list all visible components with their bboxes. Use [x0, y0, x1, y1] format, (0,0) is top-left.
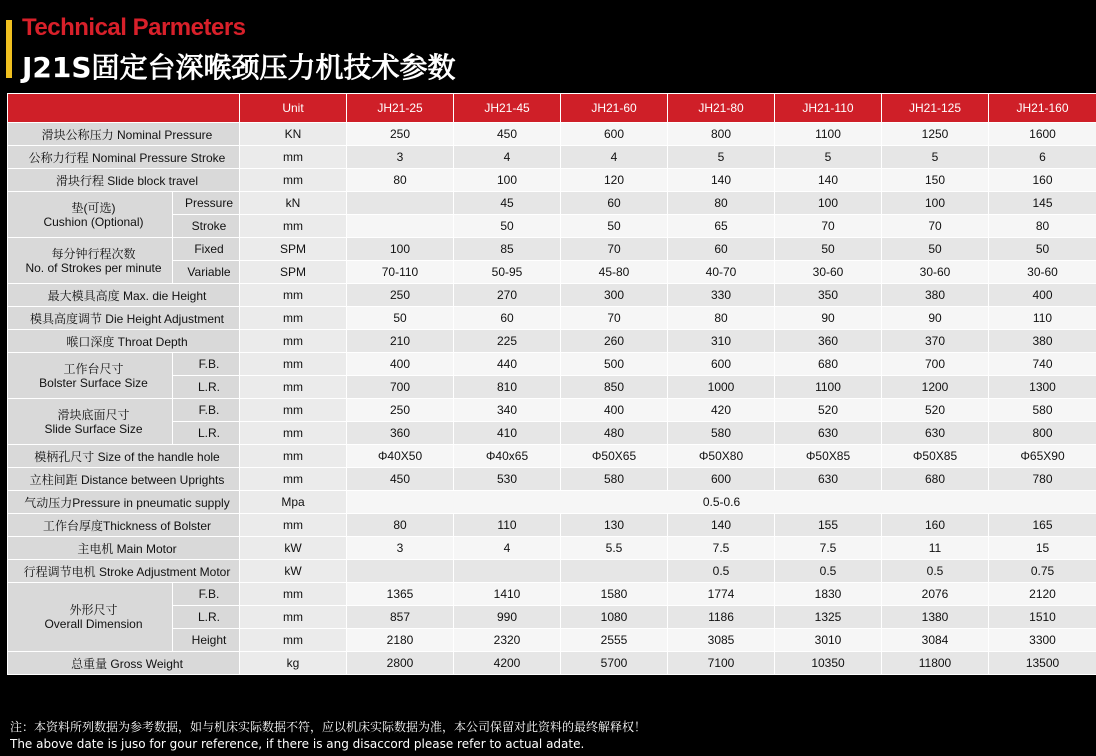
param-unit: mm [240, 422, 347, 445]
model-header: JH21-45 [454, 94, 561, 123]
param-name: 模柄孔尺寸 Size of the handle hole [8, 445, 240, 468]
param-value: 85 [454, 238, 561, 261]
table-header-row [8, 94, 1096, 123]
param-value [561, 560, 668, 583]
param-group-name [8, 192, 173, 238]
param-value: 990 [454, 606, 561, 629]
param-value: 2076 [882, 583, 989, 606]
param-value: 60 [668, 238, 775, 261]
param-value: 800 [668, 123, 775, 146]
param-value: 5 [775, 146, 882, 169]
param-value: 5 [668, 146, 775, 169]
param-value: 1774 [668, 583, 775, 606]
param-sub-name: L.R. [173, 422, 240, 445]
param-value: 45-80 [561, 261, 668, 284]
table-row [8, 169, 1096, 192]
param-value: 140 [668, 514, 775, 537]
param-value: 6 [989, 146, 1096, 169]
param-name: 立柱间距 Distance between Uprights [8, 468, 240, 491]
param-value: 300 [561, 284, 668, 307]
table-row [8, 652, 1096, 675]
param-name: 总重量 Gross Weight [8, 652, 240, 675]
param-value: 7100 [668, 652, 775, 675]
param-unit: mm [240, 146, 347, 169]
param-name: 行程调节电机 Stroke Adjustment Motor [8, 560, 240, 583]
param-value: 1410 [454, 583, 561, 606]
param-value: 70 [775, 215, 882, 238]
footnote [10, 719, 1090, 753]
param-sub-name: F.B. [173, 583, 240, 606]
param-group-name [8, 583, 173, 652]
param-value: 10350 [775, 652, 882, 675]
header-title-cn: J21S固定台深喉颈压力机技术参数 [22, 51, 456, 84]
param-value: 50 [454, 215, 561, 238]
param-value: 400 [561, 399, 668, 422]
param-value: 130 [561, 514, 668, 537]
param-value: 360 [775, 330, 882, 353]
param-value: 110 [989, 307, 1096, 330]
param-group-line: 滑块底面尺寸 [57, 407, 130, 422]
param-value: 65 [668, 215, 775, 238]
param-value: 410 [454, 422, 561, 445]
param-value: 400 [347, 353, 454, 376]
param-value: 3010 [775, 629, 882, 652]
param-value: 1200 [882, 376, 989, 399]
param-value: 90 [882, 307, 989, 330]
param-value: 800 [989, 422, 1096, 445]
param-value: 370 [882, 330, 989, 353]
param-name: 公称力行程 Nominal Pressure Stroke [8, 146, 240, 169]
param-name: 最大模具高度 Max. die Height [8, 284, 240, 307]
param-value: 4 [454, 146, 561, 169]
param-value: 4 [561, 146, 668, 169]
param-value: 1580 [561, 583, 668, 606]
param-value: 40-70 [668, 261, 775, 284]
param-value: 11800 [882, 652, 989, 675]
model-header: JH21-125 [882, 94, 989, 123]
param-value: 3300 [989, 629, 1096, 652]
param-value [347, 192, 454, 215]
param-value: 0.75 [989, 560, 1096, 583]
param-value: Φ50X85 [775, 445, 882, 468]
param-unit: mm [240, 399, 347, 422]
param-unit: mm [240, 445, 347, 468]
param-sub-name: Pressure [173, 192, 240, 215]
param-sub-name: L.R. [173, 606, 240, 629]
param-value: 70-110 [347, 261, 454, 284]
param-name: 模具高度调节 Die Height Adjustment [8, 307, 240, 330]
param-value: 120 [561, 169, 668, 192]
param-value: 5700 [561, 652, 668, 675]
param-unit: mm [240, 376, 347, 399]
param-value: 50-95 [454, 261, 561, 284]
model-header: JH21-160 [989, 94, 1096, 123]
param-value: 1080 [561, 606, 668, 629]
param-name: 气动压力Pressure in pneumatic supply [8, 491, 240, 514]
param-value: 1325 [775, 606, 882, 629]
table-row [8, 238, 1096, 261]
param-value: 580 [989, 399, 1096, 422]
param-name: 滑块公称压力 Nominal Pressure [8, 123, 240, 146]
param-value [454, 560, 561, 583]
param-value: 90 [775, 307, 882, 330]
param-unit: mm [240, 629, 347, 652]
footnote-cn: 注：本资料所列数据为参考数据，如与机床实际数据不符，应以机床实际数据为准，本公司保留对此资料的最终解释权！ [10, 720, 647, 734]
param-value: 380 [989, 330, 1096, 353]
param-value: 0.5 [882, 560, 989, 583]
param-unit: mm [240, 307, 347, 330]
table-row [8, 192, 1096, 215]
param-value: 1300 [989, 376, 1096, 399]
param-value: 80 [989, 215, 1096, 238]
param-value: 1510 [989, 606, 1096, 629]
param-value: Φ65X90 [989, 445, 1096, 468]
param-value: 145 [989, 192, 1096, 215]
param-value: 140 [668, 169, 775, 192]
param-group-line: 工作台尺寸 [63, 361, 124, 376]
param-value: 100 [882, 192, 989, 215]
param-value: 480 [561, 422, 668, 445]
param-value: Φ40x65 [454, 445, 561, 468]
param-group-name [8, 353, 173, 399]
footnote-en: The above date is juso for gour reference, if there is ang disaccord please refer to actual adate. [10, 737, 585, 751]
table-row [8, 560, 1096, 583]
param-value: 580 [561, 468, 668, 491]
param-value: 600 [561, 123, 668, 146]
param-value: 4 [454, 537, 561, 560]
param-sub-name: Fixed [173, 238, 240, 261]
param-value: 330 [668, 284, 775, 307]
param-value: 630 [882, 422, 989, 445]
table-row [8, 284, 1096, 307]
param-value: 155 [775, 514, 882, 537]
param-unit: Mpa [240, 491, 347, 514]
table-row [8, 353, 1096, 376]
param-value: 80 [347, 514, 454, 537]
param-value: 80 [668, 192, 775, 215]
param-value: 165 [989, 514, 1096, 537]
param-value: 7.5 [668, 537, 775, 560]
param-value: 680 [882, 468, 989, 491]
param-value: 100 [454, 169, 561, 192]
param-unit: kW [240, 537, 347, 560]
param-value: 100 [775, 192, 882, 215]
param-value: 440 [454, 353, 561, 376]
param-group-line: Bolster Surface Size [39, 375, 148, 390]
param-group-line: 每分钟行程次数 [51, 246, 136, 261]
param-group-line: Overall Dimension [44, 617, 143, 631]
model-header: JH21-110 [775, 94, 882, 123]
param-group-name [8, 399, 173, 445]
param-value: 810 [454, 376, 561, 399]
param-unit: kg [240, 652, 347, 675]
table-row [8, 537, 1096, 560]
param-value: 150 [882, 169, 989, 192]
param-unit: mm [240, 215, 347, 238]
param-unit: kN [240, 192, 347, 215]
param-value: 3084 [882, 629, 989, 652]
param-value: 2555 [561, 629, 668, 652]
param-value: 0.5 [775, 560, 882, 583]
param-value: 450 [454, 123, 561, 146]
param-value: 380 [882, 284, 989, 307]
header-title-en: Technical Parmeters [22, 14, 246, 41]
param-value: 1250 [882, 123, 989, 146]
param-value: 11 [882, 537, 989, 560]
param-group-line: Slide Surface Size [44, 421, 143, 436]
header-accent-bar [6, 20, 12, 78]
param-value: 30-60 [989, 261, 1096, 284]
param-unit: mm [240, 514, 347, 537]
param-sub-name: Height [173, 629, 240, 652]
param-value: 1830 [775, 583, 882, 606]
param-value: 850 [561, 376, 668, 399]
param-value: 780 [989, 468, 1096, 491]
param-value: 0.5 [668, 560, 775, 583]
spec-table [7, 93, 1096, 675]
param-value: 4200 [454, 652, 561, 675]
param-value: 520 [775, 399, 882, 422]
param-sub-name: L.R. [173, 376, 240, 399]
param-value: 260 [561, 330, 668, 353]
param-unit: kW [240, 560, 347, 583]
param-value: 420 [668, 399, 775, 422]
param-name: 工作台厚度Thickness of Bolster [8, 514, 240, 537]
param-value: 350 [775, 284, 882, 307]
param-value: 50 [882, 238, 989, 261]
param-value: 340 [454, 399, 561, 422]
param-value: Φ50X80 [668, 445, 775, 468]
param-value: 600 [668, 468, 775, 491]
param-value: 1000 [668, 376, 775, 399]
param-value: 700 [882, 353, 989, 376]
table-row [8, 123, 1096, 146]
param-sub-name: Stroke [173, 215, 240, 238]
param-unit: mm [240, 353, 347, 376]
param-value: 50 [989, 238, 1096, 261]
param-group-line: No. of Strokes per minute [25, 260, 162, 275]
param-value: 5 [882, 146, 989, 169]
param-value: 530 [454, 468, 561, 491]
param-sub-name: F.B. [173, 399, 240, 422]
param-value: 110 [454, 514, 561, 537]
param-group-line: Cushion (Optional) [43, 214, 144, 229]
param-group-line: 外形尺寸 [69, 603, 118, 617]
param-value: Φ50X85 [882, 445, 989, 468]
param-value: 310 [668, 330, 775, 353]
param-value: 100 [347, 238, 454, 261]
param-value: 700 [347, 376, 454, 399]
model-header: JH21-25 [347, 94, 454, 123]
param-value: 580 [668, 422, 775, 445]
param-name: 主电机 Main Motor [8, 537, 240, 560]
param-value: 30-60 [882, 261, 989, 284]
param-value: 270 [454, 284, 561, 307]
param-value: 13500 [989, 652, 1096, 675]
param-value: 857 [347, 606, 454, 629]
param-value: 680 [775, 353, 882, 376]
param-value: 3 [347, 146, 454, 169]
param-unit: KN [240, 123, 347, 146]
param-unit: mm [240, 284, 347, 307]
param-value: 1380 [882, 606, 989, 629]
param-group-name [8, 238, 173, 284]
param-value: 500 [561, 353, 668, 376]
param-value: 15 [989, 537, 1096, 560]
param-value: 450 [347, 468, 454, 491]
param-value: 520 [882, 399, 989, 422]
param-value: 160 [882, 514, 989, 537]
param-value: 210 [347, 330, 454, 353]
param-name: 喉口深度 Throat Depth [8, 330, 240, 353]
param-unit: mm [240, 330, 347, 353]
param-value: 1365 [347, 583, 454, 606]
param-value: 80 [347, 169, 454, 192]
param-value: 50 [561, 215, 668, 238]
param-value: 1100 [775, 376, 882, 399]
param-value: 160 [989, 169, 1096, 192]
param-value: 3 [347, 537, 454, 560]
param-value: 630 [775, 422, 882, 445]
param-name: 滑块行程 Slide block travel [8, 169, 240, 192]
param-sub-name: Variable [173, 261, 240, 284]
param-unit: mm [240, 468, 347, 491]
unit-header: Unit [240, 94, 347, 123]
param-value: 140 [775, 169, 882, 192]
table-row [8, 583, 1096, 606]
param-value: 45 [454, 192, 561, 215]
param-value: 70 [561, 307, 668, 330]
table-row [8, 445, 1096, 468]
param-value: 360 [347, 422, 454, 445]
param-value: 70 [561, 238, 668, 261]
param-value: 1600 [989, 123, 1096, 146]
param-value: 2180 [347, 629, 454, 652]
param-value: Φ40X50 [347, 445, 454, 468]
table-row [8, 491, 1096, 514]
param-unit: SPM [240, 238, 347, 261]
param-value: 225 [454, 330, 561, 353]
param-value: 250 [347, 399, 454, 422]
param-value: 60 [561, 192, 668, 215]
table-row [8, 399, 1096, 422]
param-unit: mm [240, 169, 347, 192]
param-value: 30-60 [775, 261, 882, 284]
model-header: JH21-60 [561, 94, 668, 123]
param-value: 60 [454, 307, 561, 330]
param-group-line: 垫(可选) [71, 200, 116, 215]
param-value: 3085 [668, 629, 775, 652]
table-row [8, 307, 1096, 330]
param-value: 600 [668, 353, 775, 376]
param-value: 2120 [989, 583, 1096, 606]
param-value: 250 [347, 284, 454, 307]
param-sub-name: F.B. [173, 353, 240, 376]
param-value [347, 560, 454, 583]
param-value: 70 [882, 215, 989, 238]
table-row [8, 330, 1096, 353]
param-value: 80 [668, 307, 775, 330]
param-value: 250 [347, 123, 454, 146]
param-value: 7.5 [775, 537, 882, 560]
param-value: 5.5 [561, 537, 668, 560]
param-value: 50 [347, 307, 454, 330]
param-unit: mm [240, 583, 347, 606]
param-value: 50 [775, 238, 882, 261]
param-unit: SPM [240, 261, 347, 284]
param-value: 630 [775, 468, 882, 491]
param-value [347, 215, 454, 238]
table-row [8, 468, 1096, 491]
param-value: 740 [989, 353, 1096, 376]
table-row [8, 514, 1096, 537]
param-unit: mm [240, 606, 347, 629]
param-value: 1100 [775, 123, 882, 146]
param-value: 0.5-0.6 [347, 491, 1096, 514]
param-value: 2320 [454, 629, 561, 652]
table-row [8, 146, 1096, 169]
param-value: 2800 [347, 652, 454, 675]
model-header: JH21-80 [668, 94, 775, 123]
table-header-blank [8, 94, 240, 123]
param-value: Φ50X65 [561, 445, 668, 468]
param-value: 1186 [668, 606, 775, 629]
param-value: 400 [989, 284, 1096, 307]
